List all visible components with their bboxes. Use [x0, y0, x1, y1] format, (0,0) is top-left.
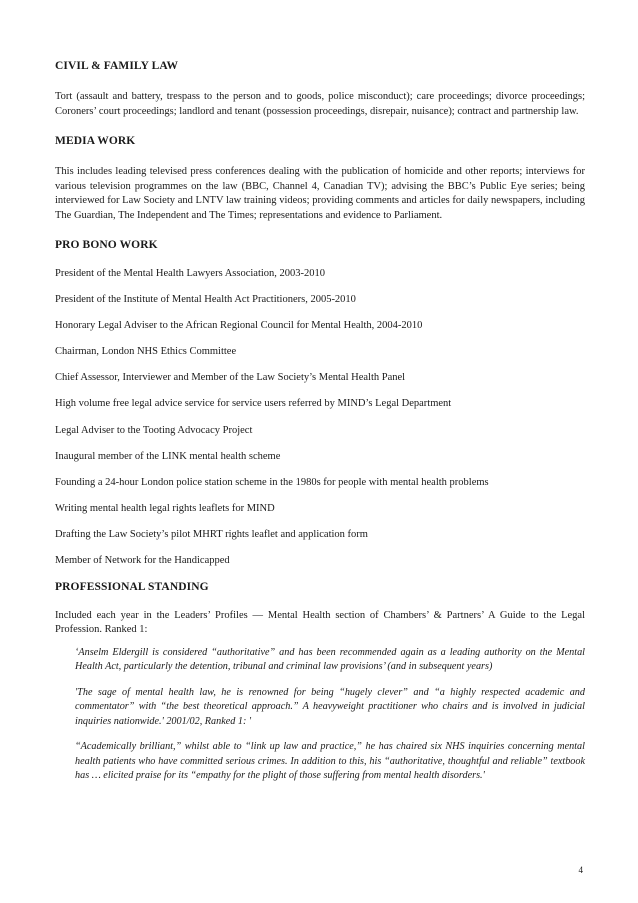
list-item: Chief Assessor, Interviewer and Member of the Law Society’s Mental Health Panel [55, 372, 406, 384]
quote-2: 'The sage of mental health law, he is renowned for being “hugely clever” and “a highly respected academic and commentator” with “the best theoretical approach.” A heavyweight practitioner who chairs and is involved in judicial inquiries nationwide.' 2001/02, Ranked 1: ' [75, 686, 585, 727]
list-item: President of the Institute of Mental Health Act Practitioners, 2005-2010 [55, 294, 356, 306]
list-item: Founding a 24-hour London police station scheme in the 1980s for people with mental health problems [55, 476, 489, 488]
pro-bono-heading: PRO BONO WORK [55, 239, 158, 251]
list-item: High volume free legal advice service for service users referred by MIND’s Legal Department [55, 398, 452, 410]
civil-family-law-heading: CIVIL & FAMILY LAW [55, 60, 179, 72]
quote-1: ‘Anselm Eldergill is considered “authoritative” and has been recommended again as a leading authority on the Mental Health Act, particularly the detention, tribunal and criminal law provisions’ (and in subsequent years) [75, 646, 585, 673]
pro-bono-list [55, 267, 585, 569]
media-work-heading: MEDIA WORK [55, 135, 136, 147]
quote-3: “Academically brilliant,” whilst able to “link up law and practice,” he has chaired six NHS inquiries concerning mental health patients who have committed serious crimes. In addition to this, his “authoritative, thoughtful and reliable” textbook has … elicited praise for its “empathy for the plight of those suffering from mental health disorders.' [75, 741, 585, 782]
list-item: President of the Mental Health Lawyers Association, 2003-2010 [55, 268, 326, 279]
list-item: Legal Adviser to the Tooting Advocacy Project [55, 424, 253, 436]
list-item: Inaugural member of the LINK mental health scheme [55, 450, 281, 462]
media-work-body: This includes leading televised press conferences dealing with the publication of homicide and other reports; interviews for various television programmes on the law (BBC, Channel 4, Canadian TV); advising the BBC’s Public Eye series; being interviewed for Law Society and LNTV law training videos; providing comments and articles for daily newspapers, including The Guardian, The Independent and The Times; representations and evidence to Parliament. [55, 166, 585, 221]
list-item: Drafting the Law Society’s pilot MHRT rights leaflet and application form [55, 528, 368, 540]
professional-standing-intro: Included each year in the Leaders’ Profiles — Mental Health section of Chambers’ & Partners’ A Guide to the Legal Profession. Ranked 1: [55, 609, 585, 636]
civil-family-law-body: Tort (assault and battery, trespass to the person and to goods, police misconduct); care proceedings; divorce proceedings; Coroners’ court proceedings; landlord and tenant (possession proceedings, disrepair, nuisance); contract and partnership law. [55, 91, 585, 117]
list-item: Member of Network for the Handicapped [55, 555, 230, 567]
list-item: Writing mental health legal rights leaflets for MIND [55, 502, 275, 514]
professional-standing-heading: PROFESSIONAL STANDING [55, 580, 209, 593]
page-content [55, 60, 585, 795]
list-item: Honorary Legal Adviser to the African Regional Council for Mental Health, 2004-2010 [55, 320, 423, 332]
page-number: 4 [578, 865, 583, 875]
list-item: Chairman, London NHS Ethics Committee [55, 346, 237, 358]
